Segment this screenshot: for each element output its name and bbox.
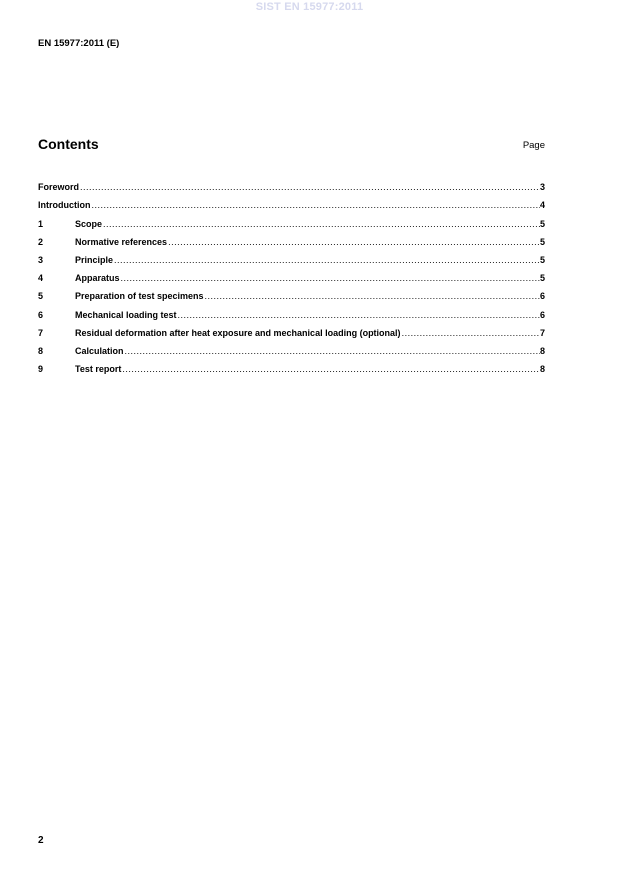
toc-entry-page: 5 [539, 254, 545, 265]
toc-entry-title: Introduction [38, 200, 91, 211]
toc-entry-calculation[interactable] [38, 338, 545, 356]
contents-heading: Contents [38, 136, 99, 152]
toc-leader-dots [103, 219, 540, 229]
toc-entry-normative-references[interactable] [38, 229, 545, 247]
toc-leader-dots [114, 255, 540, 265]
toc-entry-page: 5 [539, 218, 545, 229]
toc-leader-dots [168, 237, 540, 247]
toc-leader-dots [92, 200, 540, 210]
toc-entry-page: 5 [539, 236, 545, 247]
toc-entry-number: 3 [38, 254, 44, 265]
toc-leader-dots [125, 346, 540, 356]
toc-entry-foreword[interactable] [38, 174, 545, 192]
table-of-contents [38, 174, 545, 374]
toc-entry-scope[interactable] [38, 210, 545, 228]
toc-entry-number: 7 [38, 327, 44, 338]
toc-entry-page: 8 [539, 364, 545, 375]
toc-entry-mechanical-loading-test[interactable] [38, 301, 545, 319]
toc-entry-number: 5 [38, 291, 44, 302]
toc-entry-number: 9 [38, 364, 44, 375]
document-id-header: EN 15977:2011 (E) [38, 38, 120, 49]
page-column-label: Page [522, 140, 545, 151]
toc-entry-introduction[interactable] [38, 192, 545, 210]
toc-entry-title: Residual deformation after heat exposure and mechanical loading (optional) [75, 327, 401, 338]
toc-entry-page: 3 [539, 182, 545, 193]
toc-entry-title: Normative references [75, 236, 168, 247]
toc-entry-title: Principle [75, 254, 114, 265]
toc-entry-title: Preparation of test specimens [75, 291, 204, 302]
toc-leader-dots [122, 364, 540, 374]
toc-entry-number: 4 [38, 273, 44, 284]
toc-entry-title: Scope [75, 218, 103, 229]
toc-leader-dots [121, 273, 540, 283]
toc-entry-page: 6 [539, 291, 545, 302]
toc-entry-apparatus[interactable] [38, 265, 545, 283]
toc-entry-title: Calculation [75, 345, 124, 356]
toc-leader-dots [205, 291, 540, 301]
toc-entry-residual-deformation[interactable] [38, 320, 545, 338]
toc-leader-dots [178, 310, 540, 320]
toc-leader-dots [402, 328, 540, 338]
toc-entry-page: 8 [539, 345, 545, 356]
toc-entry-page: 6 [539, 309, 545, 320]
toc-leader-dots [80, 182, 540, 192]
toc-entry-title: Test report [75, 364, 122, 375]
toc-entry-title: Mechanical loading test [75, 309, 177, 320]
toc-entry-number: 8 [38, 345, 44, 356]
toc-entry-title: Apparatus [75, 273, 120, 284]
toc-entry-preparation-of-test-specimens[interactable] [38, 283, 545, 301]
toc-entry-number: 6 [38, 309, 44, 320]
toc-entry-number: 2 [38, 236, 44, 247]
page-number: 2 [38, 835, 44, 846]
toc-entry-principle[interactable] [38, 247, 545, 265]
watermark: SIST EN 15977:2011 [255, 1, 364, 13]
toc-entry-page: 4 [539, 200, 545, 211]
toc-entry-number: 1 [38, 218, 44, 229]
toc-entry-title: Foreword [38, 182, 80, 193]
toc-entry-page: 7 [539, 327, 545, 338]
toc-entry-page: 5 [539, 273, 545, 284]
toc-entry-test-report[interactable] [38, 356, 545, 374]
